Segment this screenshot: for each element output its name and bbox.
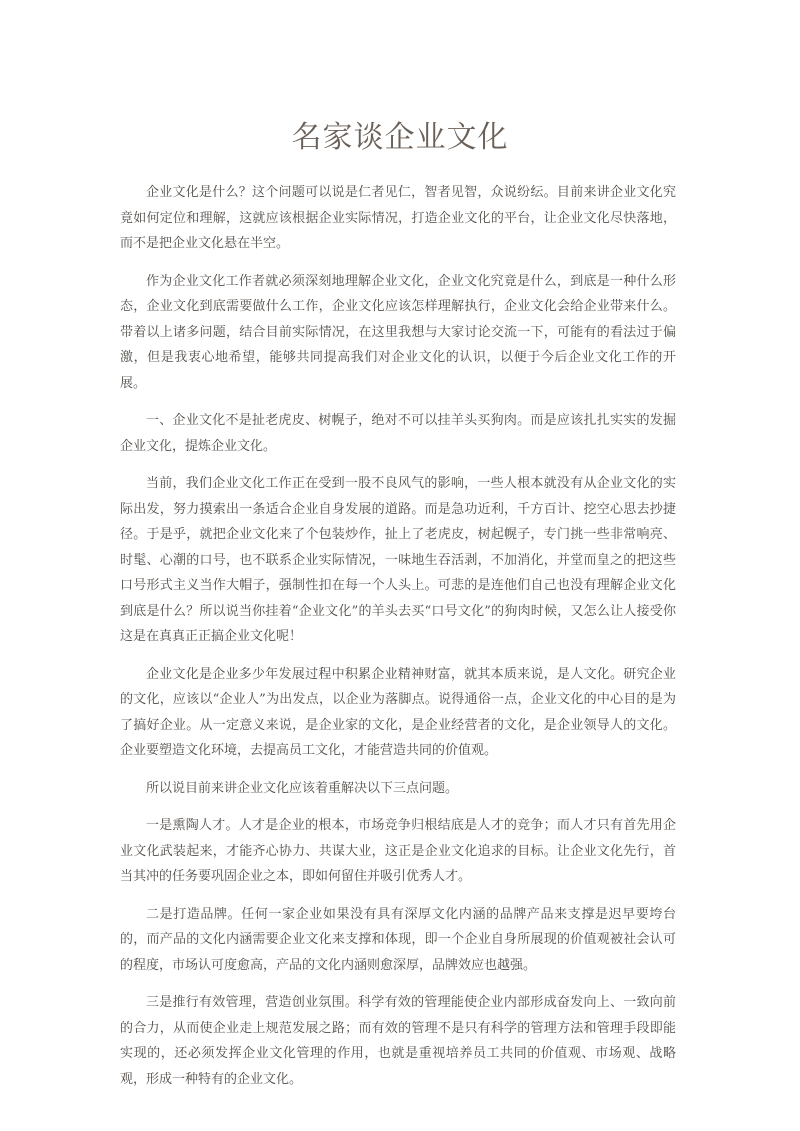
document-body bbox=[120, 180, 676, 1104]
paragraph: 作为企业文化工作者就必须深刻地理解企业文化，企业文化究竟是什么，到底是一种什么形态，企业文化到底需要做什么工作，企业文化应该怎样理解执行，企业文化会给企业带来什么。带着以上诸多问题，结合目前实际情况，在这里我想与大家讨论交流一下，可能有的看法过于偏激，但是我衷心地希望，能够共同提高我们对企业文化的认识，以便于今后企业文化工作的开展。 bbox=[120, 273, 676, 391]
paragraph: 一、企业文化不是扯老虎皮、树幌子，绝对不可以挂羊头买狗肉。而是应该扎扎实实的发掘企业文化，提炼企业文化。 bbox=[120, 413, 676, 454]
paragraph: 企业文化是企业多少年发展过程中积累企业精神财富，就其本质来说，是人文化。研究企业的文化，应该以“企业人”为出发点，以企业为落脚点。说得通俗一点，企业文化的中心目的是为了搞好企业。从一定意义来说，是企业家的文化，是企业经营者的文化，是企业领导人的文化。企业要塑造文化环境，去提高员工文化，才能营造共同的价值观。 bbox=[120, 666, 676, 758]
page-title: 名家谈企业文化 bbox=[291, 120, 509, 155]
paragraph: 二是打造品牌。任何一家企业如果没有具有深厚文化内涵的品牌产品来支撑是迟早要垮台的，而产品的文化内涵需要企业文化来支撑和体现，即一个企业自身所展现的价值观被社会认可的程度，市场认可度愈高，产品的文化内涵则愈深厚，品牌效应也越强。 bbox=[120, 906, 676, 973]
paragraph: 三是推行有效管理，营造创业氛围。科学有效的管理能使企业内部形成奋发向上、一致向前的合力，从而使企业走上规范发展之路；而有效的管理不是只有科学的管理方法和管理手段即能实现的，还必须发挥企业文化管理的作用，也就是重视培养员工共同的价值观、市场观、战略观，形成一种特有的企业文化。 bbox=[120, 995, 676, 1087]
paragraph: 当前，我们企业文化工作正在受到一股不良风气的影响，一些人根本就没有从企业文化的实际出发，努力摸索出一条适合企业自身发展的道路。而是急功近利，千方百计、挖空心思去抄捷径。于是乎，就把企业文化来了个包装炒作，扯上了老虎皮，树起幌子，专门挑一些非常响亮、时髦、心潮的口号，也不联系企业实际情况，一味地生吞活剥，不加消化，并堂而皇之的把这些口号形式主义当作大帽子，强制性扣在每一个人头上。可悲的是连他们自己也没有理解企业文化到底是什么？所以说当你挂着“企业文化”的羊头去买“口号文化”的狗肉时候，又怎么让人接受你这是在真真正正搞企业文化呢！ bbox=[120, 476, 676, 644]
paragraph: 企业文化是什么？这个问题可以说是仁者见仁，智者见智，众说纷纭。目前来讲企业文化究竟如何定位和理解，这就应该根据企业实际情况，打造企业文化的平台，让企业文化尽快落地，而不是把企业文化悬在半空。 bbox=[120, 185, 676, 251]
paragraph: 一是熏陶人才。人才是企业的根本，市场竞争归根结底是人才的竞争；而人才只有首先用企业文化武装起来，才能齐心协力、共谋大业，这正是企业文化追求的目标。让企业文化先行，首当其冲的任务要巩固企业之本，即如何留住并吸引优秀人才。 bbox=[120, 818, 676, 884]
paragraph: 所以说目前来讲企业文化应该着重解决以下三点问题。 bbox=[146, 780, 459, 796]
